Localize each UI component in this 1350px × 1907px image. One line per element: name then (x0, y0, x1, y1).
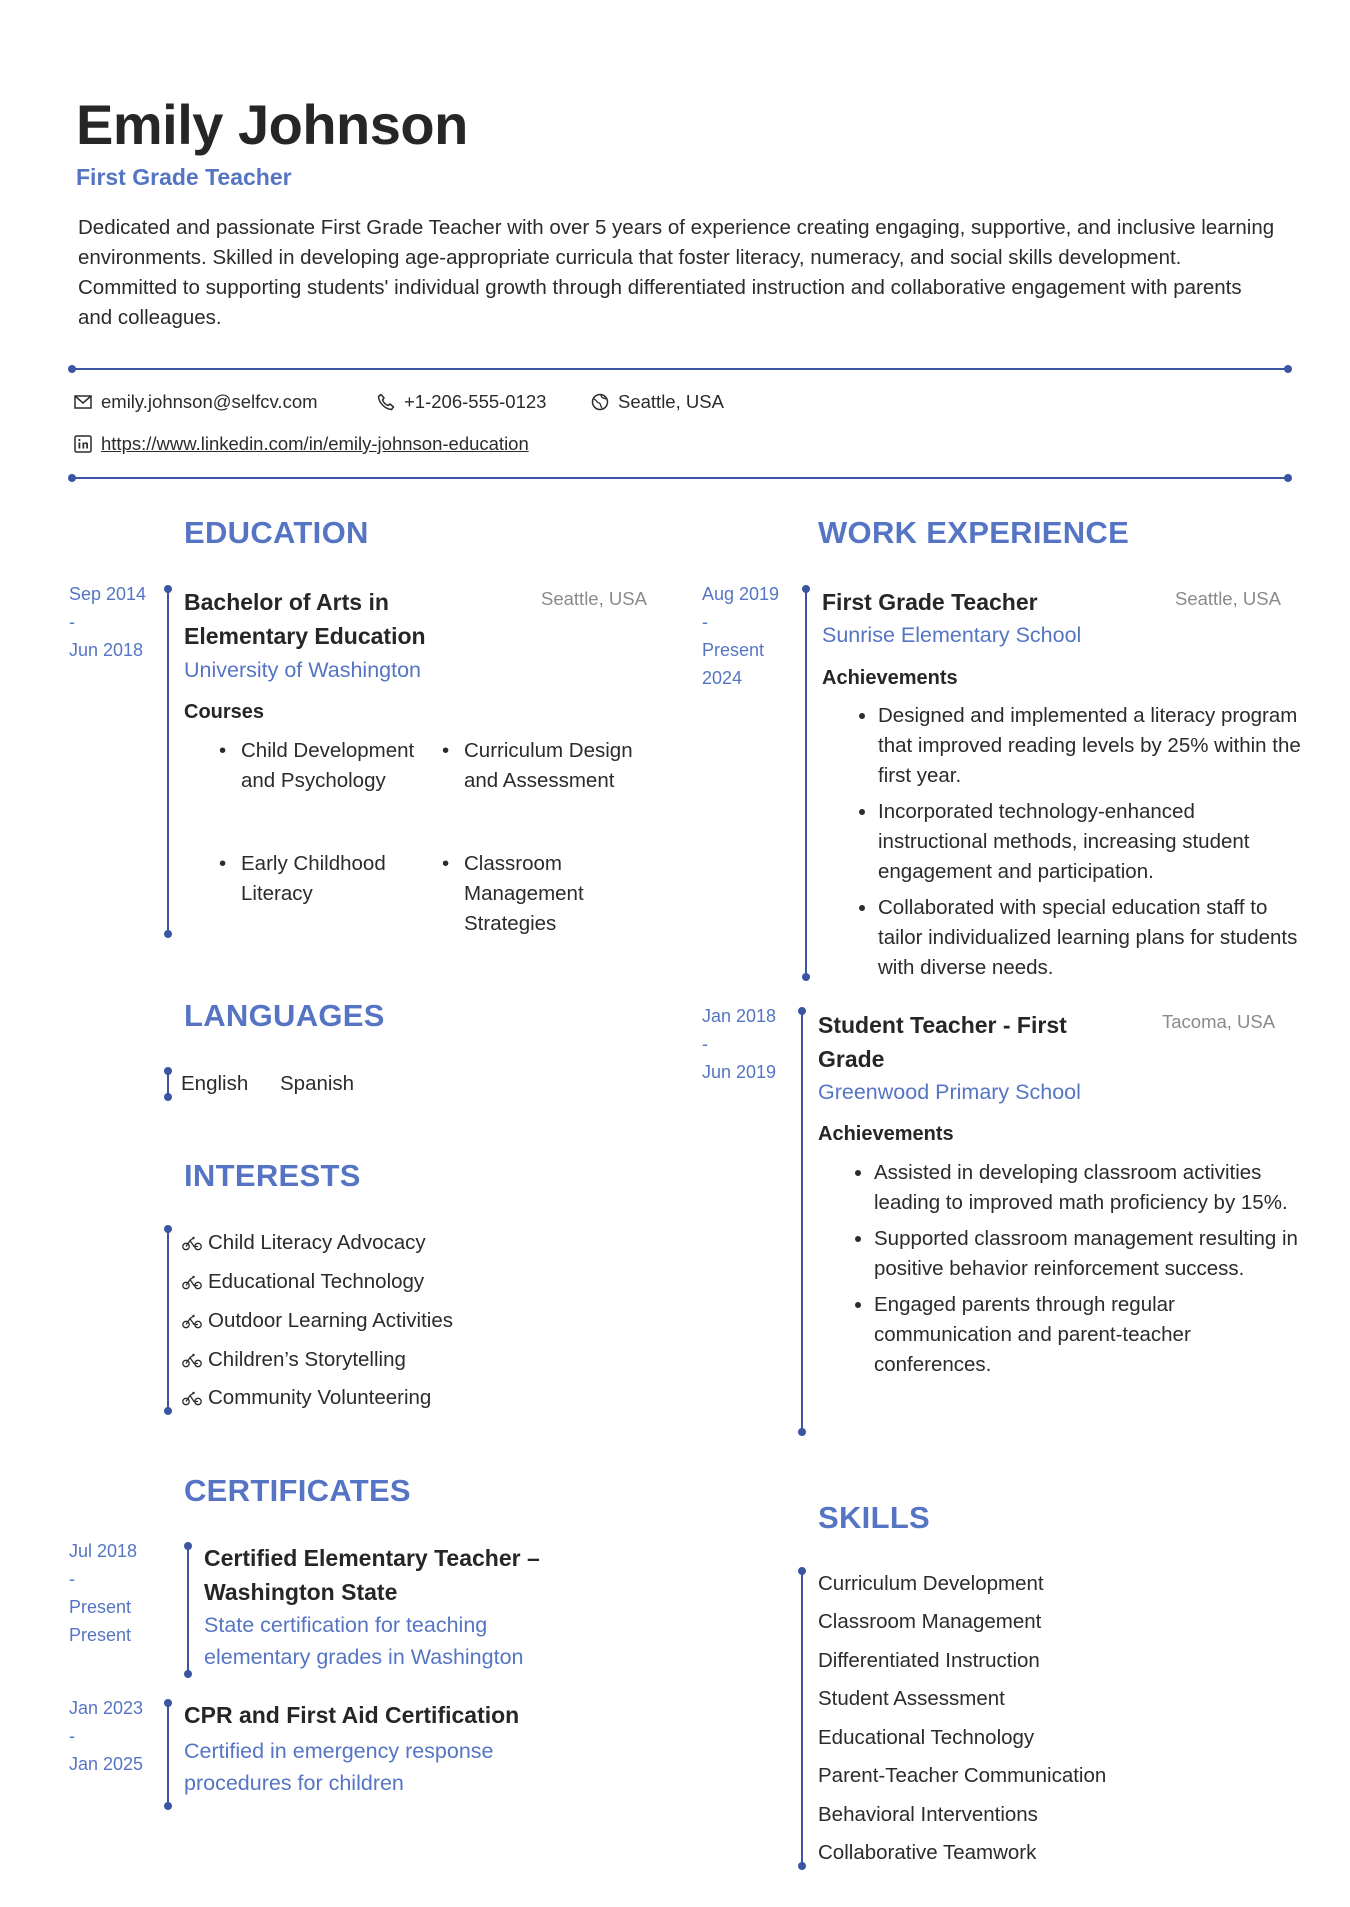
achievement-item: • Incorporated technology-enhanced instructional methods, increasing student engagement and participation. (878, 797, 1308, 887)
contact-phone (377, 391, 546, 413)
phone-icon (377, 393, 395, 411)
education-school: University of Washington (184, 658, 421, 682)
certificate-title: Certified Elementary Teacher – Washington State (204, 1545, 540, 1605)
profile-summary: Dedicated and passionate First Grade Teacher with over 5 years of experience creating engaging, supportive, and inclusive learning environments. Skilled in developing age-appropriate curricula that foster literacy, numeracy, and social skills development. Committed to supporting students' individual growth through differentiated instruction and collaborative engagement with parents and colleagues. (78, 216, 1275, 329)
language-item: Spanish (280, 1072, 355, 1095)
contact-location (591, 391, 724, 413)
job-timeline (805, 588, 807, 978)
job-title-2: Student Teacher - First Grade (818, 1012, 1067, 1072)
languages-heading: LANGUAGES (184, 998, 385, 1033)
skills-heading: SKILLS (818, 1500, 931, 1535)
job-company: Greenwood Primary School (818, 1080, 1081, 1104)
achievement-item: • Designed and implemented a literacy program that improved reading levels by 25% within the first year. (878, 701, 1308, 791)
education-heading: EDUCATION (184, 515, 369, 550)
job-date: Aug 2019 - Present 2024 (702, 584, 780, 688)
education-location: Seattle, USA (541, 588, 647, 609)
course-item: • Child Development and Psychology (241, 736, 441, 796)
contact-linkedin (74, 433, 529, 455)
education-date: Sep 2014 - Jun 2018 (69, 584, 147, 660)
phone-text: +1-206-555-0123 (404, 391, 547, 412)
course-item: • Curriculum Design and Assessment (464, 736, 664, 796)
bike-icon (182, 1275, 202, 1290)
interest-item: Educational Technology (182, 1270, 424, 1294)
work-heading: WORK EXPERIENCE (818, 515, 1130, 550)
certificate-timeline (187, 1545, 189, 1675)
skill-item: Parent-Teacher Communication (818, 1764, 1107, 1787)
skill-item: Educational Technology (818, 1726, 1035, 1749)
job-company: Sunrise Elementary School (822, 623, 1082, 647)
courses-label: Courses (184, 701, 265, 723)
achievements-list (850, 701, 1308, 989)
skill-item: Classroom Management (818, 1610, 1042, 1633)
globe-icon (591, 393, 609, 411)
achievement-item: • Collaborated with special education staff to tailor individualized learning plans for students with diverse needs. (878, 893, 1308, 983)
interests-heading: INTERESTS (184, 1158, 361, 1193)
certificate-desc: Certified in emergency response procedures for children (184, 1739, 494, 1795)
skill-item: Differentiated Instruction (818, 1649, 1040, 1672)
job-timeline (801, 1010, 803, 1433)
bike-icon (182, 1391, 202, 1406)
skills-timeline (801, 1570, 803, 1867)
job-title-1: First Grade Teacher (822, 589, 1038, 615)
achievement-item: • Engaged parents through regular communication and parent-teacher conferences. (874, 1290, 1304, 1380)
certificate-date: Jan 2023 - Jan 2025 (69, 1698, 144, 1774)
linkedin-icon (74, 435, 92, 453)
achievements-label: Achievements (818, 1123, 954, 1145)
candidate-name: Emily Johnson (76, 93, 468, 156)
bike-icon (182, 1236, 202, 1251)
language-item: English (181, 1072, 249, 1095)
job-location: Tacoma, USA (1162, 1011, 1276, 1032)
skill-item: Behavioral Interventions (818, 1803, 1038, 1826)
certificate-desc: State certification for teaching elementary grades in Washington (204, 1613, 524, 1669)
course-item: • Classroom Management Strategies (464, 849, 654, 939)
linkedin-link[interactable]: https://www.linkedin.com/in/emily-johnson-education (101, 433, 529, 454)
achievement-item: • Supported classroom management resulting in positive behavior reinforcement success. (874, 1224, 1304, 1284)
interest-item: Children’s Storytelling (182, 1348, 406, 1372)
mail-icon (74, 395, 92, 409)
course-item: • Early Childhood Literacy (241, 849, 441, 909)
education-degree: Bachelor of Arts in Elementary Education (184, 589, 426, 649)
contact-email (74, 391, 318, 413)
interest-item: Outdoor Learning Activities (182, 1309, 453, 1333)
location-text: Seattle, USA (618, 391, 724, 412)
bike-icon (182, 1353, 202, 1368)
job-date: Jan 2018 - Jun 2019 (702, 1006, 777, 1082)
education-timeline (167, 588, 169, 935)
job-title: First Grade Teacher (76, 164, 292, 190)
certificate-date: Jul 2018 - Present Present (69, 1541, 138, 1645)
interests-timeline (167, 1228, 169, 1412)
divider-bottom (71, 477, 1289, 479)
skill-item: Collaborative Teamwork (818, 1841, 1037, 1864)
certificate-title: CPR and First Aid Certification (184, 1702, 520, 1728)
languages-timeline (167, 1070, 169, 1098)
achievements-list (846, 1158, 1304, 1386)
certificate-timeline (167, 1702, 169, 1807)
divider-top (71, 368, 1289, 370)
interest-item: Community Volunteering (182, 1386, 431, 1410)
skill-item: Student Assessment (818, 1687, 1005, 1710)
achievements-label: Achievements (822, 667, 958, 689)
certificates-heading: CERTIFICATES (184, 1473, 411, 1508)
skill-item: Curriculum Development (818, 1572, 1044, 1595)
bike-icon (182, 1314, 202, 1329)
email-text: emily.johnson@selfcv.com (101, 391, 318, 412)
interest-item: Child Literacy Advocacy (182, 1231, 426, 1255)
achievement-item: • Assisted in developing classroom activities leading to improved math proficiency by 15%. (874, 1158, 1304, 1218)
job-location: Seattle, USA (1175, 588, 1281, 609)
